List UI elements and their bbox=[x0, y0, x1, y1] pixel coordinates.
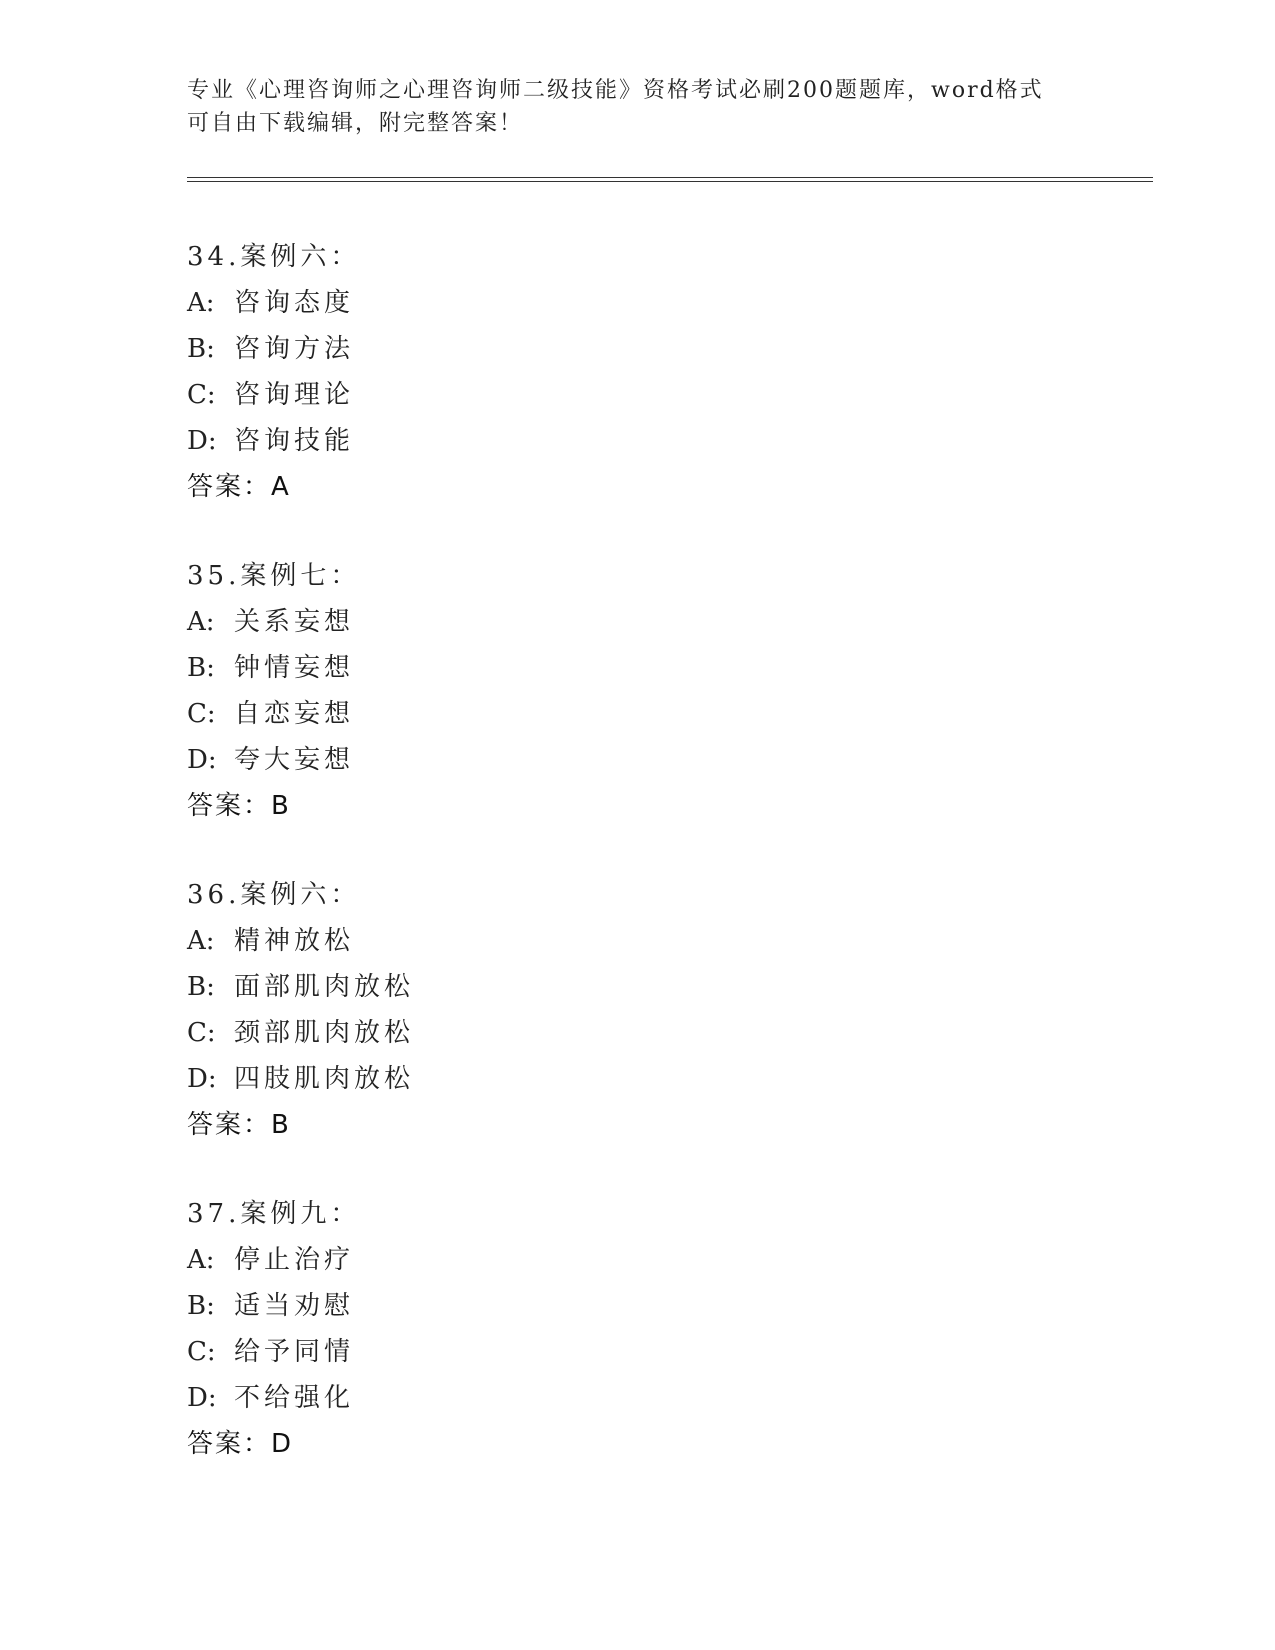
question-list bbox=[187, 234, 1087, 1510]
option-label: A: bbox=[187, 607, 215, 637]
option-c bbox=[187, 1010, 1087, 1056]
option-label: B: bbox=[187, 653, 215, 683]
answer-line: 答案：B bbox=[187, 791, 291, 821]
option-d bbox=[187, 1056, 1087, 1102]
header-divider-top bbox=[187, 177, 1153, 178]
option-label: D: bbox=[187, 1064, 217, 1094]
option-c bbox=[187, 372, 1087, 418]
option-c bbox=[187, 691, 1087, 737]
option-label: C: bbox=[187, 1337, 216, 1367]
option-c bbox=[187, 1329, 1087, 1375]
option-text: 关系妄想 bbox=[234, 607, 355, 637]
option-text: 给予同情 bbox=[234, 1337, 355, 1367]
option-label: B: bbox=[187, 1291, 215, 1321]
option-text: 自恋妄想 bbox=[234, 699, 355, 729]
question-stem: 37.案例九： bbox=[187, 1199, 361, 1229]
option-a bbox=[187, 918, 1087, 964]
option-text: 停止治疗 bbox=[234, 1245, 355, 1275]
option-label: C: bbox=[187, 699, 216, 729]
option-a bbox=[187, 599, 1087, 645]
option-a bbox=[187, 1237, 1087, 1283]
option-label: D: bbox=[187, 745, 217, 775]
option-label: A: bbox=[187, 926, 215, 956]
option-text: 适当劝慰 bbox=[234, 1291, 355, 1321]
question-36 bbox=[187, 872, 1087, 1148]
option-text: 咨询态度 bbox=[234, 288, 355, 318]
option-text: 颈部肌肉放松 bbox=[234, 1018, 415, 1048]
option-label: A: bbox=[187, 288, 215, 318]
option-label: B: bbox=[187, 334, 215, 364]
option-label: B: bbox=[187, 972, 215, 1002]
option-label: D: bbox=[187, 1383, 217, 1413]
option-text: 咨询技能 bbox=[234, 426, 355, 456]
option-label: C: bbox=[187, 1018, 216, 1048]
option-d bbox=[187, 737, 1087, 783]
option-text: 不给强化 bbox=[234, 1383, 355, 1413]
header-line-1: 专业《心理咨询师之心理咨询师二级技能》资格考试必刷200题题库，word格式 bbox=[187, 78, 1044, 103]
header-divider-bottom bbox=[187, 181, 1153, 182]
option-a bbox=[187, 280, 1087, 326]
option-text: 钟情妄想 bbox=[234, 653, 355, 683]
option-text: 四肢肌肉放松 bbox=[234, 1064, 415, 1094]
option-text: 咨询理论 bbox=[234, 380, 355, 410]
question-stem: 35.案例七： bbox=[187, 561, 361, 591]
option-text: 面部肌肉放松 bbox=[234, 972, 415, 1002]
option-b bbox=[187, 326, 1087, 372]
option-text: 精神放松 bbox=[234, 926, 355, 956]
option-label: C: bbox=[187, 380, 216, 410]
option-text: 夸大妄想 bbox=[234, 745, 355, 775]
option-b bbox=[187, 1283, 1087, 1329]
question-stem: 34.案例六： bbox=[187, 242, 361, 272]
option-b bbox=[187, 645, 1087, 691]
question-34 bbox=[187, 234, 1087, 510]
document-header bbox=[187, 74, 1087, 140]
option-text: 咨询方法 bbox=[234, 334, 355, 364]
answer-line: 答案：D bbox=[187, 1429, 294, 1459]
option-label: A: bbox=[187, 1245, 215, 1275]
question-35 bbox=[187, 553, 1087, 829]
answer-line: 答案：A bbox=[187, 472, 291, 502]
answer-line: 答案：B bbox=[187, 1110, 291, 1140]
option-d bbox=[187, 1375, 1087, 1421]
header-line-2: 可自由下载编辑，附完整答案！ bbox=[187, 111, 524, 136]
question-37 bbox=[187, 1191, 1087, 1467]
option-d bbox=[187, 418, 1087, 464]
question-stem: 36.案例六： bbox=[187, 880, 361, 910]
option-b bbox=[187, 964, 1087, 1010]
option-label: D: bbox=[187, 426, 217, 456]
